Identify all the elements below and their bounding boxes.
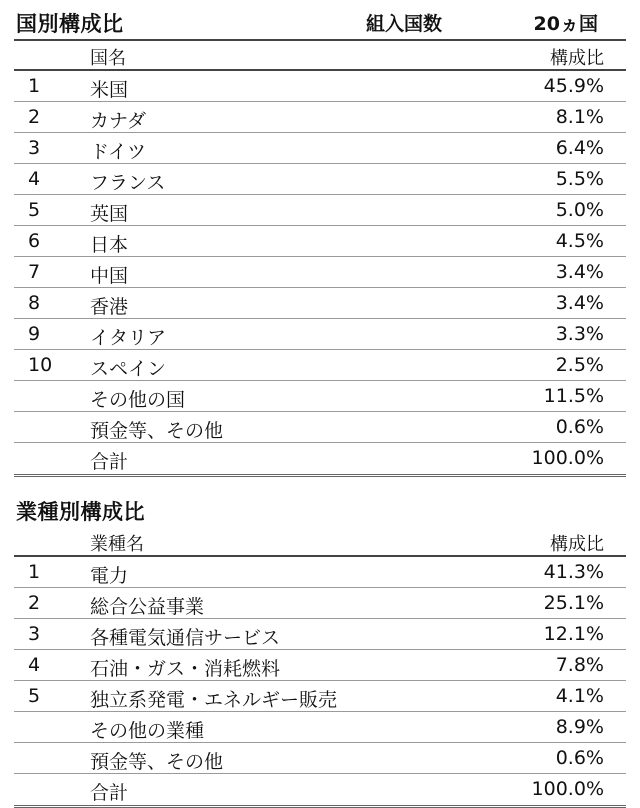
row-ratio: 6.4% <box>555 137 604 159</box>
country-table-body <box>14 71 626 473</box>
row-ratio: 8.1% <box>555 106 604 128</box>
row-rank: 9 <box>28 323 41 345</box>
row-name: カナダ <box>90 110 147 132</box>
row-rank: 10 <box>28 354 53 376</box>
country-table-header <box>14 41 626 69</box>
row-ratio: 4.5% <box>555 230 604 252</box>
holdings-count-value: 20ヵ国 <box>533 13 598 35</box>
row-name: イタリア <box>90 327 167 349</box>
row-ratio: 100.0% <box>531 778 604 800</box>
industry-table-body <box>14 557 626 804</box>
column-header-name: 業種名 <box>90 534 144 555</box>
row-ratio: 11.5% <box>543 385 604 407</box>
country-allocation-section <box>14 6 626 477</box>
row-name: 米国 <box>90 79 129 101</box>
row-name: フランス <box>90 172 166 194</box>
row-name: その他の国 <box>90 389 186 411</box>
row-name: 預金等、その他 <box>90 751 224 773</box>
table-row <box>14 257 626 288</box>
table-row <box>14 619 626 650</box>
country-section-title: 国別構成比 <box>16 12 124 36</box>
industry-section-header <box>14 494 626 527</box>
table-row <box>14 774 626 804</box>
holdings-count-label: 組入国数 <box>366 13 443 35</box>
row-ratio: 41.3% <box>543 561 604 583</box>
row-name: 合計 <box>90 782 129 804</box>
row-rank: 5 <box>28 685 41 707</box>
row-ratio: 12.1% <box>543 623 604 645</box>
row-rank: 3 <box>28 137 41 159</box>
column-header-ratio: 構成比 <box>550 48 604 69</box>
table-bottom-rule <box>14 474 626 477</box>
table-row <box>14 133 626 164</box>
row-rank: 6 <box>28 230 41 252</box>
row-ratio: 2.5% <box>555 354 604 376</box>
table-row <box>14 412 626 443</box>
row-name: ドイツ <box>90 141 147 163</box>
row-name: 石油・ガス・消耗燃料 <box>90 658 281 680</box>
industry-table-header <box>14 527 626 555</box>
row-rank: 8 <box>28 292 41 314</box>
row-rank: 4 <box>28 168 41 190</box>
row-ratio: 45.9% <box>543 75 604 97</box>
row-rank: 2 <box>28 592 41 614</box>
row-ratio: 7.8% <box>555 654 604 676</box>
table-row <box>14 681 626 712</box>
row-rank: 5 <box>28 199 41 221</box>
row-ratio: 0.6% <box>555 747 604 769</box>
country-section-header <box>14 6 626 39</box>
table-row <box>14 381 626 412</box>
row-ratio: 0.6% <box>555 416 604 438</box>
table-row <box>14 588 626 619</box>
row-rank: 4 <box>28 654 41 676</box>
row-name: 中国 <box>90 265 129 287</box>
table-row <box>14 71 626 102</box>
column-header-ratio: 構成比 <box>550 534 604 555</box>
row-name: 電力 <box>90 565 129 587</box>
row-ratio: 3.3% <box>555 323 604 345</box>
column-header-name: 国名 <box>90 48 126 69</box>
row-name: 英国 <box>90 203 129 225</box>
table-row <box>14 226 626 257</box>
table-row <box>14 102 626 133</box>
row-rank: 7 <box>28 261 41 283</box>
row-name: 各種電気通信サービス <box>90 627 281 649</box>
row-ratio: 100.0% <box>531 447 604 469</box>
row-name: 独立系発電・エネルギー販売 <box>90 689 338 711</box>
row-name: 香港 <box>90 296 129 318</box>
table-row <box>14 350 626 381</box>
row-ratio: 4.1% <box>555 685 604 707</box>
row-name: 総合公益事業 <box>90 596 205 618</box>
row-name: その他の業種 <box>90 720 205 742</box>
table-row <box>14 195 626 226</box>
table-row <box>14 288 626 319</box>
row-ratio: 3.4% <box>555 292 604 314</box>
row-name: 日本 <box>90 234 129 256</box>
row-rank: 1 <box>28 561 41 583</box>
table-row <box>14 319 626 350</box>
row-rank: 3 <box>28 623 41 645</box>
row-ratio: 3.4% <box>555 261 604 283</box>
row-rank: 2 <box>28 106 41 128</box>
table-row <box>14 164 626 195</box>
row-rank: 1 <box>28 75 41 97</box>
table-row <box>14 712 626 743</box>
table-row <box>14 650 626 681</box>
row-ratio: 25.1% <box>543 592 604 614</box>
row-ratio: 5.5% <box>555 168 604 190</box>
table-row <box>14 743 626 774</box>
industry-section-title: 業種別構成比 <box>16 500 145 524</box>
row-ratio: 5.0% <box>555 199 604 221</box>
industry-allocation-section <box>14 494 626 808</box>
table-row <box>14 443 626 473</box>
row-name: 預金等、その他 <box>90 420 224 442</box>
row-name: 合計 <box>90 451 129 473</box>
table-row <box>14 557 626 588</box>
row-name: スペイン <box>90 358 167 380</box>
row-ratio: 8.9% <box>555 716 604 738</box>
